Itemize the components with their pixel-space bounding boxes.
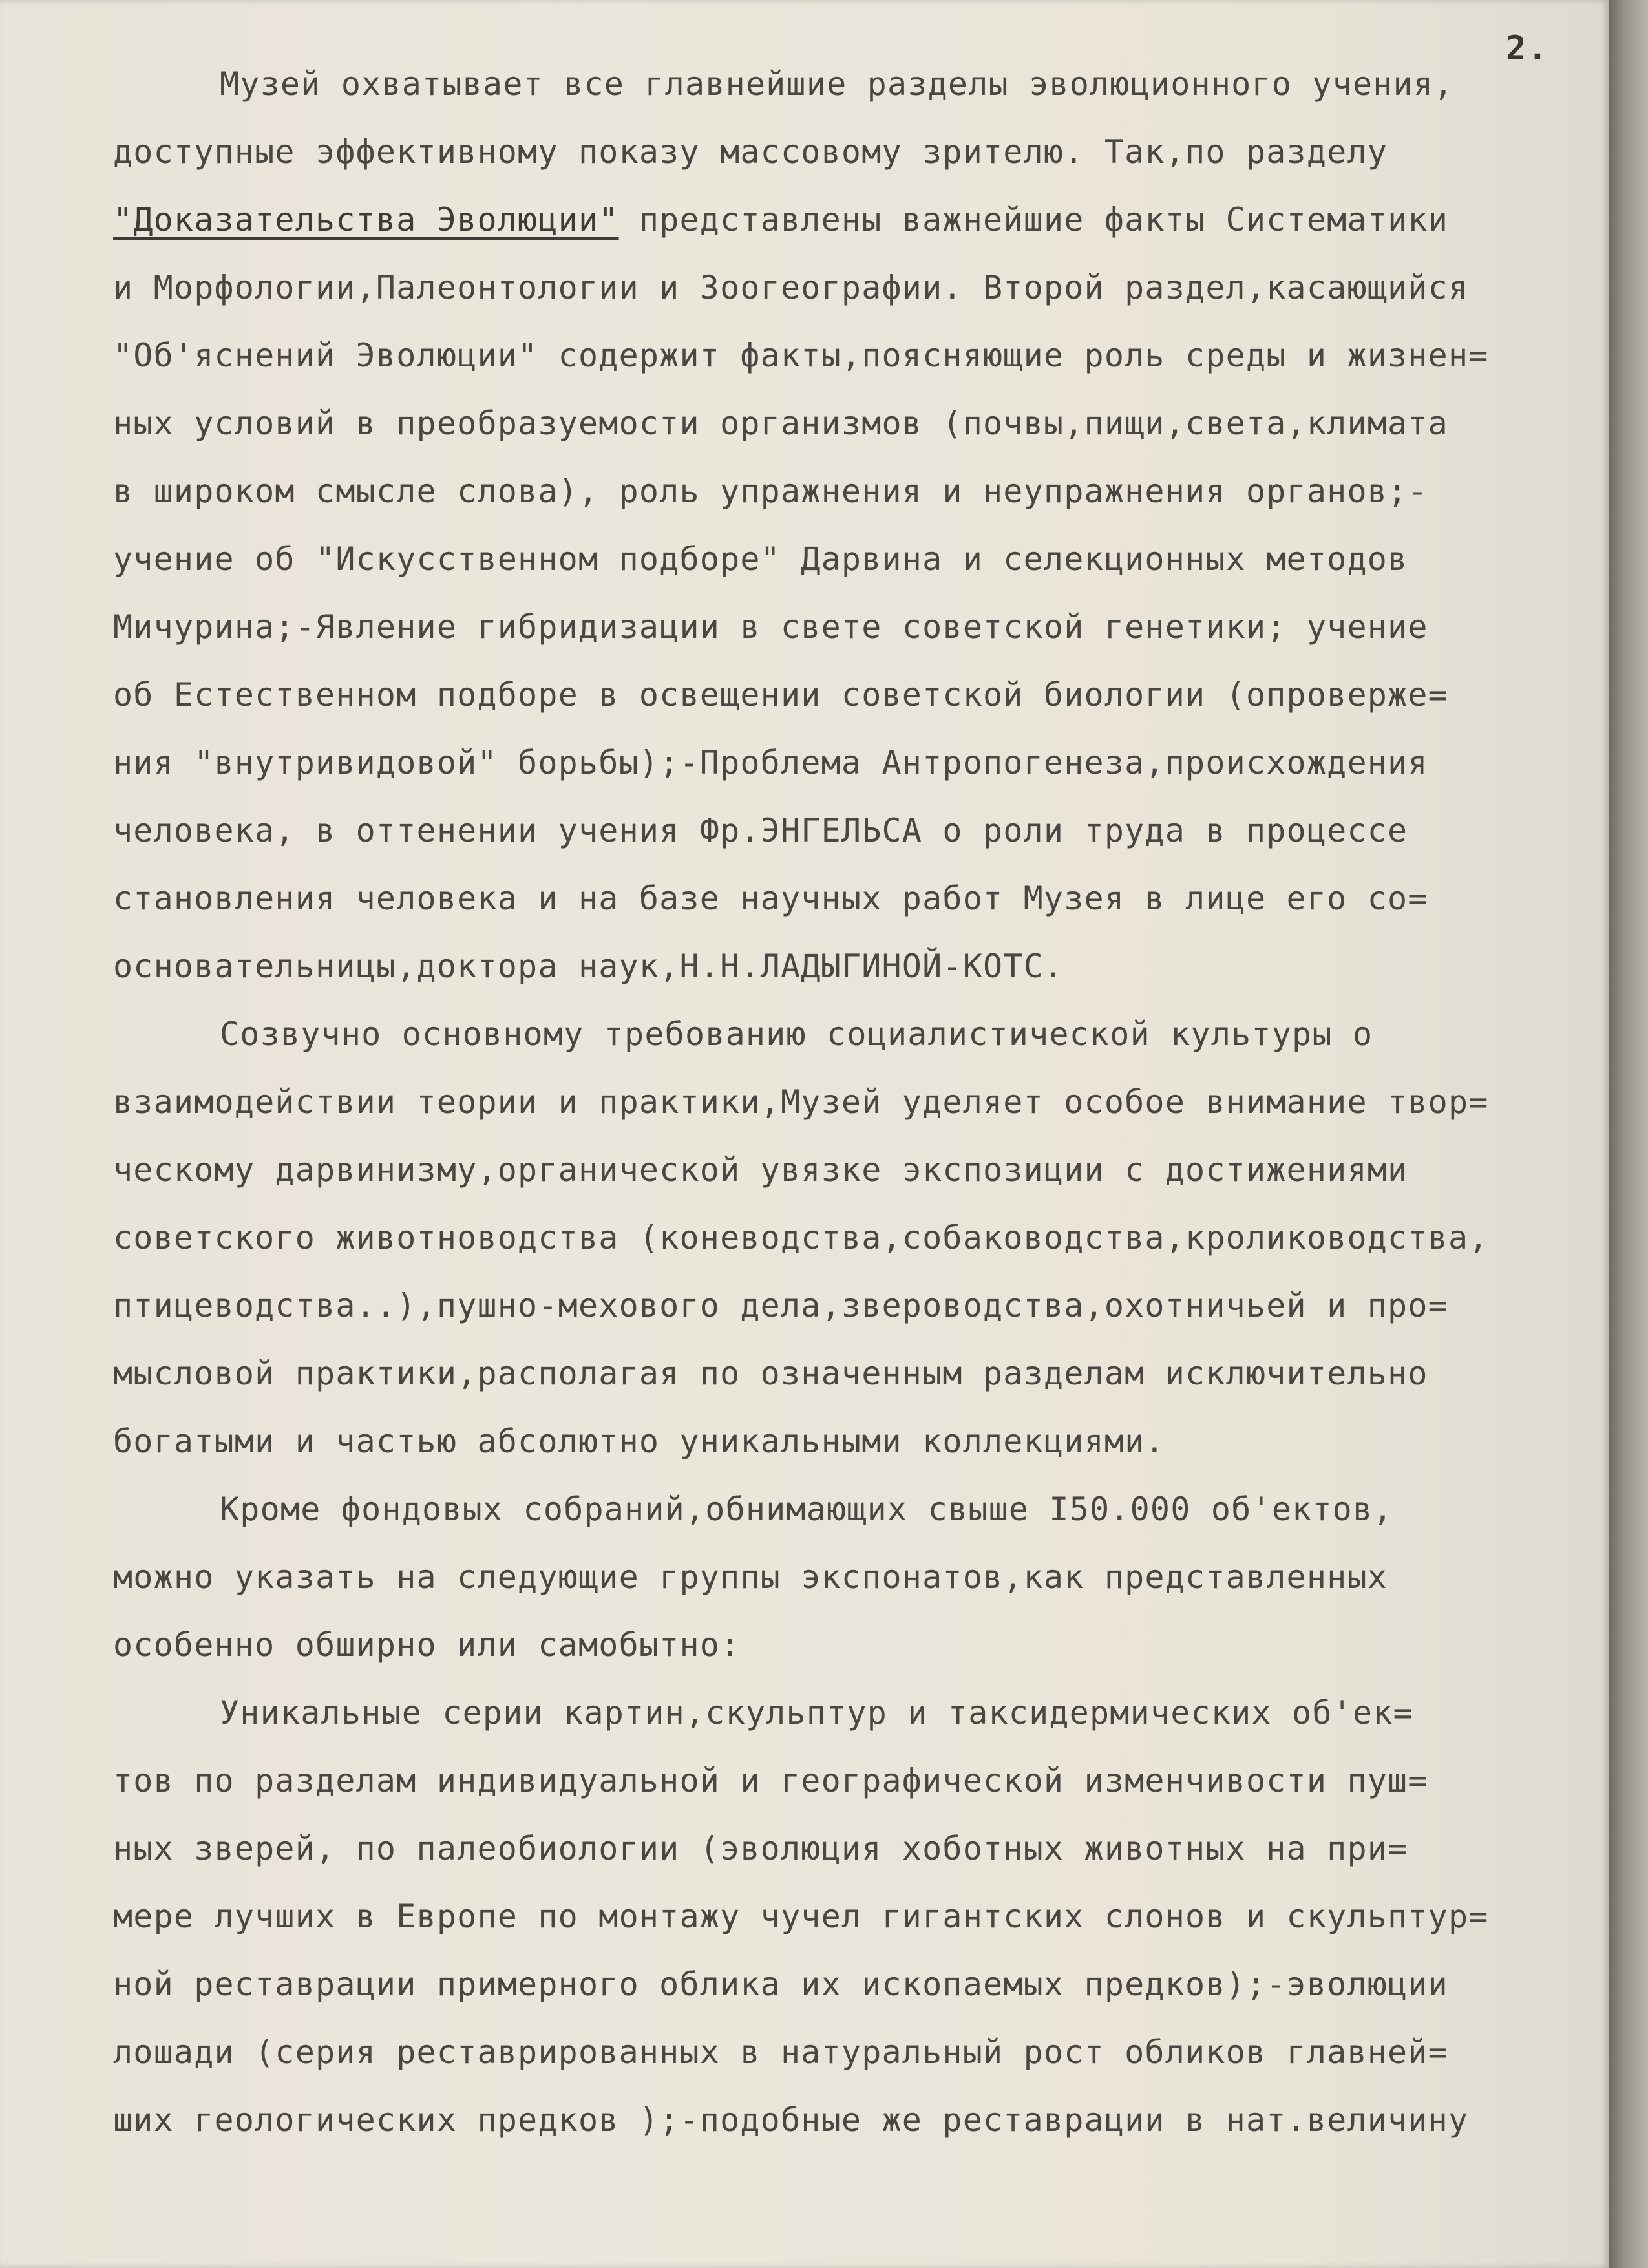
text-line: Мичурина;-Явление гибридизации в свете советской генетики; учение: [113, 608, 1428, 646]
text-line: тов по разделам индивидуальной и географической изменчивости пуш=: [113, 1762, 1428, 1799]
text-line: ных условий в преобразуемости организмов (почвы,пищи,света,климата: [113, 405, 1448, 442]
text-line: основательницы,доктора наук,Н.Н.ЛАДЫГИНОЙ-КОТС.: [113, 948, 1064, 985]
text-line: доступные эффективному показу массовому зрителю. Так,по разделу: [113, 133, 1388, 171]
sheet-edge-shadow: [1609, 0, 1648, 2268]
text-line: ния "внутривидовой" борьбы);-Проблема Антропогенеза,происхождения: [113, 744, 1428, 781]
text-line: можно указать на следующие группы экспонатов,как представленных: [113, 1558, 1388, 1596]
text-line: мере лучших в Европе по монтажу чучел гигантских слонов и скульптур=: [113, 1898, 1489, 1935]
text-line: взаимодействии теории и практики,Музей уделяет особое внимание твор=: [113, 1083, 1489, 1121]
text-line: Кроме фондовых собраний,обнимающих свыше I50.000 об'ектов,: [220, 1490, 1393, 1528]
text-line: советского животноводства (коневодства,собаководства,кролиководства,: [113, 1219, 1489, 1256]
text-line: Уникальные серии картин,скульптур и таксидермических об'ек=: [220, 1694, 1413, 1732]
text-line: учение об "Искусственном подборе" Дарвина и селекционных методов: [113, 540, 1408, 578]
text-line-rest: представлены важнейшие факты Систематики: [639, 201, 1448, 238]
text-line: Музей охватывает все главнейшие разделы эволюционного учения,: [220, 65, 1454, 103]
text-line: об Естественном подборе в освещении советской биологии (опроверже=: [113, 676, 1448, 714]
text-line: мысловой практики,располагая по означенным разделам исключительно: [113, 1355, 1428, 1392]
text-line: становления человека и на базе научных работ Музея в лице его со=: [113, 880, 1428, 917]
text-line: птицеводства..),пушно-мехового дела,звероводства,охотничьей и про=: [113, 1287, 1448, 1324]
page-number: 2.: [1506, 29, 1549, 68]
text-line: лошади (серия реставрированных в натуральный рост обликов главней=: [113, 2033, 1448, 2071]
text-line: ческому дарвинизму,органической увязке экспозиции с достижениями: [113, 1151, 1408, 1189]
text-line: ших геологических предков );-подобные же реставрации в нат.величину: [113, 2101, 1469, 2139]
underlined-heading: "Доказательства Эволюции": [113, 201, 619, 238]
text-line: богатыми и частью абсолютно уникальными коллекциями.: [113, 1423, 1165, 1460]
text-line: "Об'яснений Эволюции" содержит факты,поясняющие роль среды и жизнен=: [113, 337, 1489, 374]
text-line: ных зверей, по палеобиологии (эволюция хоботных животных на при=: [113, 1830, 1408, 1867]
text-line: Созвучно основному требованию социалистической культуры о: [220, 1015, 1373, 1053]
text-line: и Морфологии,Палеонтологии и Зоогеографии. Второй раздел,касающийся: [113, 269, 1469, 306]
text-line: в широком смысле слова), роль упражнения и неупражнения органов;-: [113, 472, 1428, 510]
text-line: ной реставрации примерного облика их ископаемых предков);-эволюции: [113, 1966, 1448, 2003]
text-line: [113, 200, 1587, 239]
text-line: особенно обширно или самобытно:: [113, 1626, 741, 1664]
text-line: человека, в оттенении учения Фр.ЭНГЕЛЬСА о роли труда в процессе: [113, 812, 1408, 849]
